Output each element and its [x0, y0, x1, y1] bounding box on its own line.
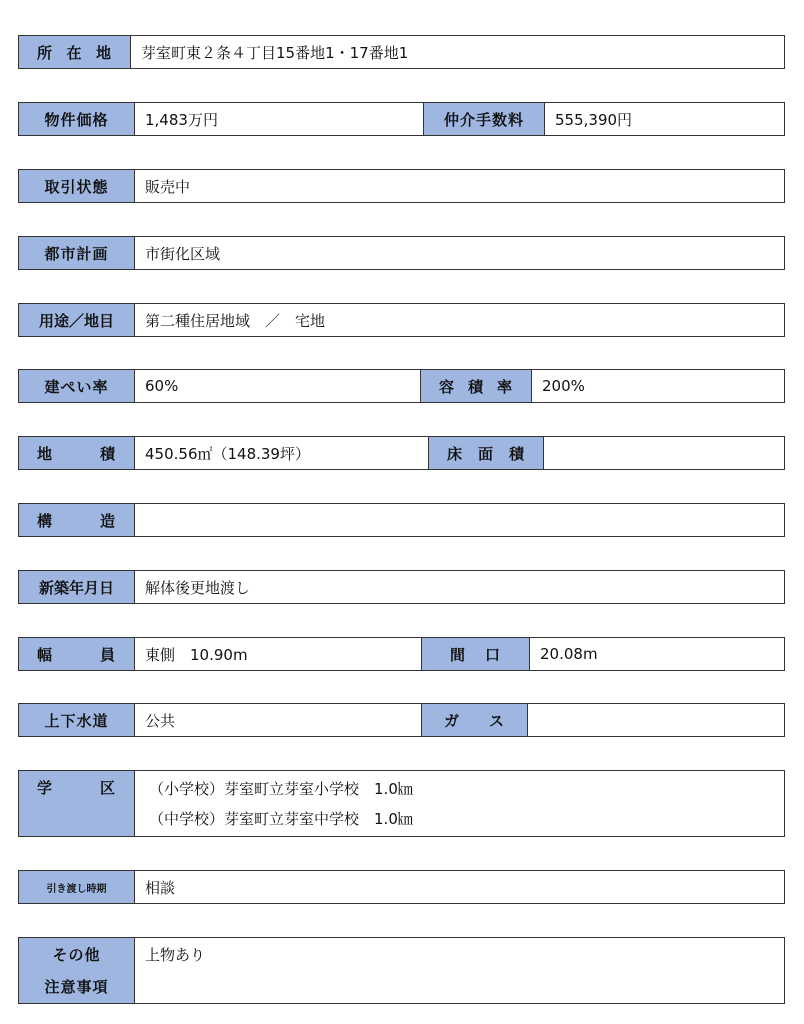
other-row — [18, 937, 785, 1004]
zoning-label: 用途／地目 — [19, 304, 135, 336]
gas-label — [421, 704, 528, 736]
land-area-label-char: 地 — [37, 444, 54, 463]
price-value: 1,483万円 — [145, 110, 218, 129]
structure-label-char: 造 — [99, 511, 116, 530]
utilities-row — [18, 703, 785, 737]
structure-label — [19, 504, 135, 536]
coverage-label: 建ぺい率 — [19, 370, 135, 402]
road-width-row — [18, 637, 785, 671]
city-planning-value: 市街化区域 — [145, 244, 221, 263]
school-label-char: 区 — [99, 779, 116, 797]
status-row — [18, 169, 785, 203]
address-value: 芽室町東２条４丁目15番地1・17番地1 — [141, 43, 409, 62]
address-label — [19, 36, 131, 68]
floor-area-label-char: 床 — [447, 444, 464, 463]
frontage-label — [421, 638, 530, 670]
other-label-line: その他 — [52, 945, 101, 964]
built-date-row — [18, 570, 785, 604]
handover-row — [18, 870, 785, 904]
school-row — [18, 770, 785, 837]
coverage-row — [18, 369, 785, 403]
floor-area-label-char: 積 — [508, 444, 525, 463]
handover-label: 引き渡し時期 — [19, 871, 135, 903]
city-planning-label: 都市計画 — [19, 237, 135, 269]
land-area-label-char: 積 — [99, 444, 116, 463]
built-date-value: 解体後更地渡し — [145, 578, 251, 597]
handover-value: 相談 — [145, 878, 176, 897]
gas-value — [528, 704, 538, 736]
junior-high-school: （中学校）芽室町立芽室中学校 1.0㎞ — [149, 809, 413, 828]
address-label-char: 所 — [37, 43, 54, 62]
coverage-value: 60% — [145, 377, 179, 395]
price-label: 物件価格 — [19, 103, 135, 135]
school-value — [135, 771, 413, 836]
floor-area-label — [428, 437, 544, 469]
zoning-value: 第二種住居地域 ／ 宅地 — [145, 311, 326, 330]
school-label — [19, 771, 135, 836]
status-value: 販売中 — [145, 177, 191, 196]
gas-label-char: ガ — [444, 711, 461, 730]
floor-area-ratio-label-char: 積 — [467, 377, 484, 396]
zoning-row — [18, 303, 785, 337]
land-area-value: 450.56㎡（148.39坪） — [145, 444, 310, 463]
road-width-label-char: 幅 — [37, 645, 54, 664]
floor-area-ratio-label — [420, 370, 532, 402]
status-label: 取引状態 — [19, 170, 135, 202]
address-label-char: 在 — [66, 43, 83, 62]
frontage-label-char: 間 — [450, 645, 467, 664]
school-label-char: 学 — [37, 779, 54, 797]
frontage-label-char: 口 — [484, 645, 501, 664]
structure-value — [135, 504, 145, 536]
utilities-label: 上下水道 — [19, 704, 135, 736]
commission-label: 仲介手数料 — [423, 103, 545, 135]
frontage-value: 20.08m — [540, 645, 598, 663]
elementary-school: （小学校）芽室町立芽室小学校 1.0㎞ — [149, 779, 413, 798]
price-row — [18, 102, 785, 136]
road-width-label-char: 員 — [99, 645, 116, 664]
floor-area-label-char: 面 — [477, 444, 494, 463]
road-width-value: 東側 10.90m — [145, 645, 248, 664]
address-label-char: 地 — [95, 43, 112, 62]
structure-label-char: 構 — [37, 511, 54, 530]
built-date-label: 新築年月日 — [19, 571, 135, 603]
other-value: 上物あり — [145, 946, 206, 964]
road-width-label — [19, 638, 135, 670]
land-area-row — [18, 436, 785, 470]
floor-area-ratio-label-char: 率 — [496, 377, 513, 396]
structure-row — [18, 503, 785, 537]
land-area-label — [19, 437, 135, 469]
other-label — [19, 938, 135, 1003]
floor-area-ratio-value: 200% — [542, 377, 585, 395]
other-label-line: 注意事項 — [44, 977, 109, 996]
gas-label-char: ス — [488, 711, 505, 730]
address-row — [18, 35, 785, 69]
city-planning-row — [18, 236, 785, 270]
floor-area-ratio-label-char: 容 — [439, 377, 456, 396]
water-value: 公共 — [145, 711, 176, 730]
floor-area-value — [544, 437, 554, 469]
commission-value: 555,390円 — [555, 110, 633, 129]
